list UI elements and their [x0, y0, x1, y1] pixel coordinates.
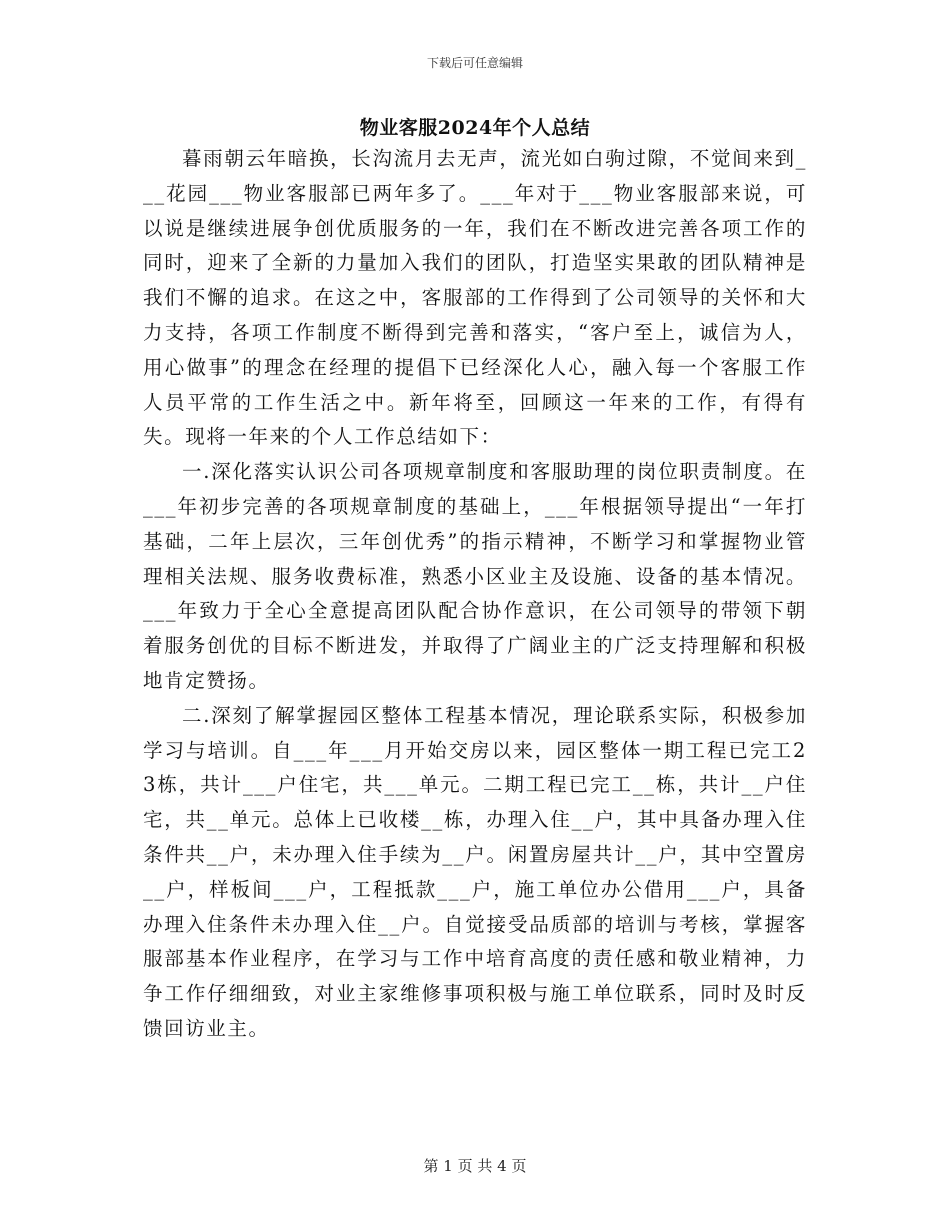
- header-note: 下载后可任意编辑: [426, 56, 523, 70]
- page-number: 第 1 页 共 4 页: [423, 1157, 527, 1175]
- document-title: 物业客服2024年个人总结: [359, 117, 591, 139]
- paragraph-section-2: 二.深刻了解掌握园区整体工程基本情况，理论联系实际，积极参加学习与培训。自___年___月开始交房以来，园区整体一期工程已完工23栋，共计___户住宅，共___单元。二期工程已完工__栋，共计__户住宅，共__单元。总体上已收楼__栋，办理入住__户，其中具备办理入住条件共__户，未办理入住手续为__户。闲置房屋共计__户，其中空置房__户，样板间___户，工程抵款___户，施工单位办公借用___户，具备办理入住条件未办理入住__户。自觉接受品质部的培训与考核，掌握客服部基本作业程序，在学习与工作中培育高度的责任感和敬业精神，力争工作仔细细致，对业主家维修事项积极与施工单位联系，同时及时反馈回访业主。: [143, 703, 807, 1040]
- document-body: [143, 142, 807, 1047]
- paragraph-intro: 暮雨朝云年暗换，长沟流月去无声，流光如白驹过隙，不觉间来到___花园___物业客服部已两年多了。___年对于___物业客服部来说，可以说是继续进展争创优质服务的一年，我们在不断改进完善各项工作的同时，迎来了全新的力量加入我们的团队，打造坚实果敢的团队精神是我们不懈的追求。在这之中，客服部的工作得到了公司领导的关怀和大力支持，各项工作制度不断得到完善和落实，“客户至上，诚信为人，用心做事”的理念在经理的提倡下已经深化人心，融入每一个客服工作人员平常的工作生活之中。新年将至，回顾这一年来的工作，有得有失。现将一年来的个人工作总结如下：: [143, 147, 807, 449]
- paragraph-section-1: 一.深化落实认识公司各项规章制度和客服助理的岗位职责制度。在___年初步完善的各项规章制度的基础上，___年根据领导提出“一年打基础，二年上层次，三年创优秀”的指示精神，不断学习和掌握物业管理相关法规、服务收费标准，熟悉小区业主及设施、设备的基本情况。___年致力于全心全意提高团队配合协作意识，在公司领导的带领下朝着服务创优的目标不断进发，并取得了广阔业主的广泛支持理解和积极地肯定赞扬。: [143, 460, 807, 692]
